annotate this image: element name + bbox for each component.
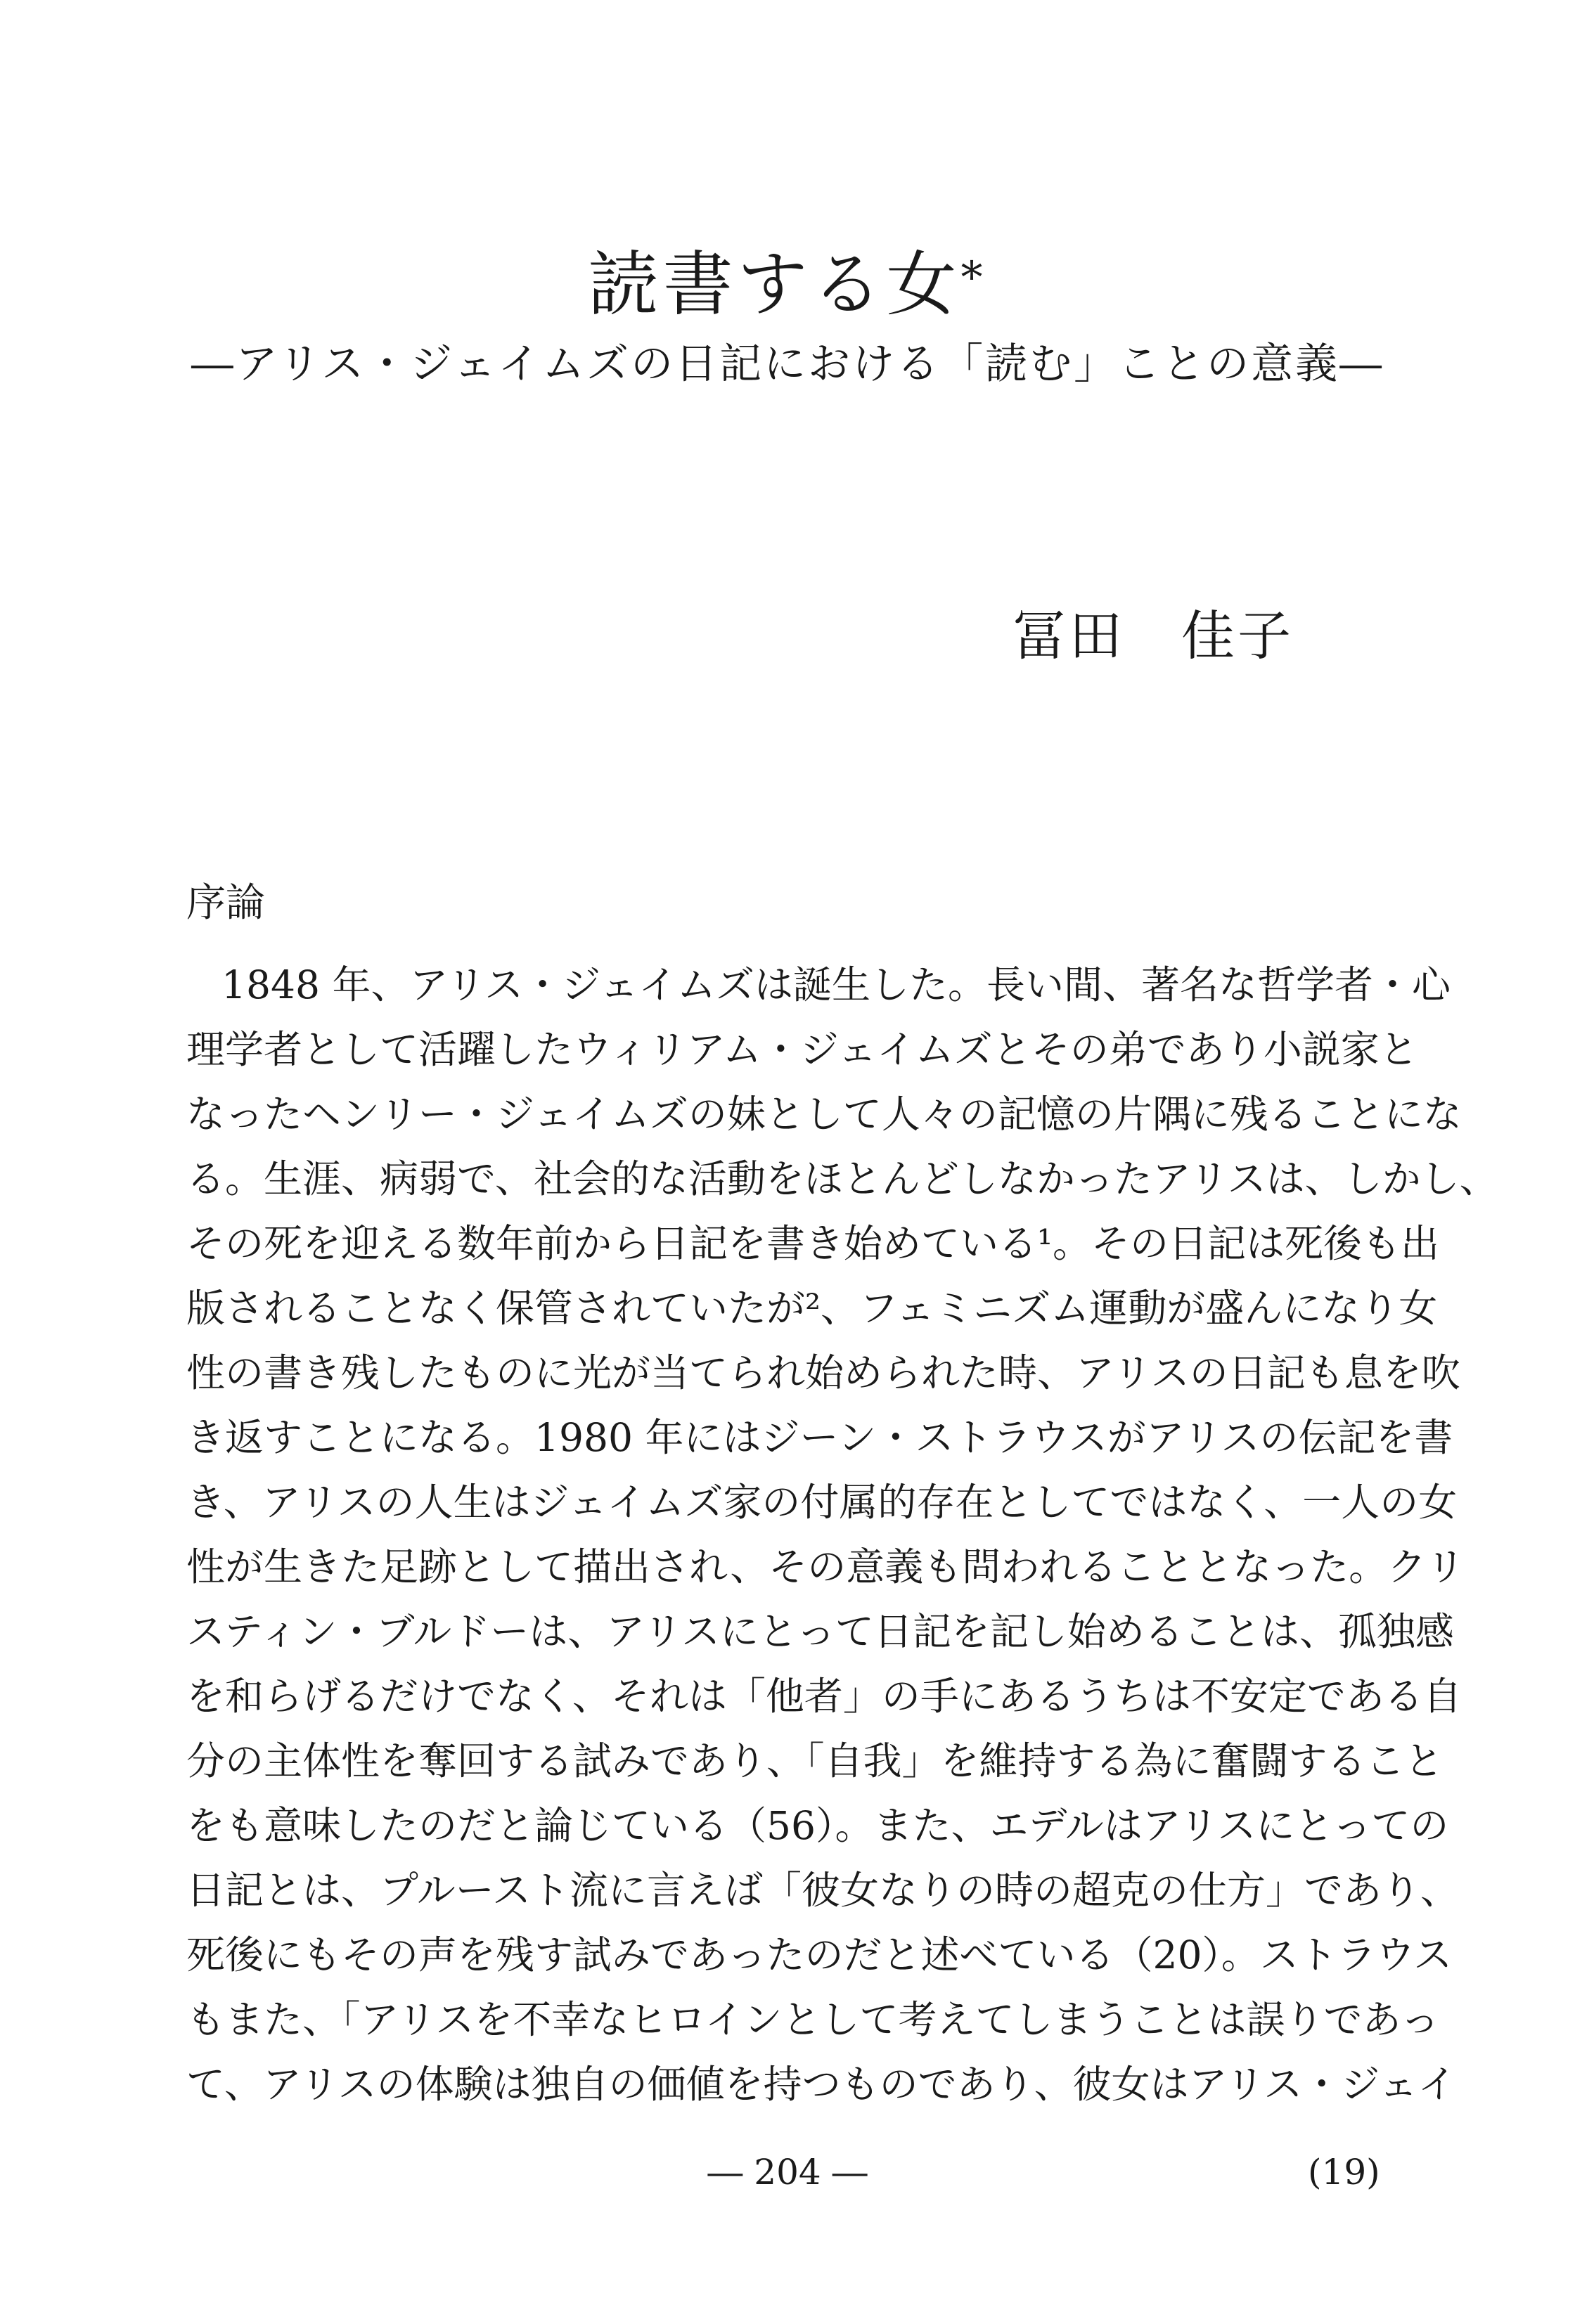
- section-heading: 序論: [186, 880, 265, 926]
- body-line: 分の主体性を奪回する試みであり、「自我」を維持する為に奮闘すること: [186, 1738, 1444, 1783]
- body-text: [186, 953, 1498, 2117]
- body-line: をも意味したのだと論じている（56）。また、エデルはアリスにとっての: [186, 1803, 1449, 1848]
- body-line: 日記とは、プルースト流に言えば「彼女なりの時の超克の仕方」であり、: [186, 1868, 1460, 1913]
- body-line: その死を迎える数年前から日記を書き始めている¹。その日記は死後も出: [186, 1221, 1440, 1266]
- body-line: 理学者として活躍したウィリアム・ジェイムズとその弟であり小説家と: [186, 1027, 1418, 1072]
- paper-title-text: 読書する女: [588, 243, 961, 325]
- body-line: 版されることなく保管されていたが²、フェミニズム運動が盛んになり女: [186, 1286, 1438, 1331]
- body-line: 死後にもその声を残す試みであったのだと述べている（20）。ストラウス: [186, 1932, 1453, 1977]
- body-line: を和らげるだけでなく、それは「他者」の手にあるうちは不安定である自: [186, 1674, 1462, 1719]
- body-line: スティン・ブルドーは、アリスにとって日記を記し始めることは、孤独感: [186, 1609, 1454, 1654]
- original-page-number: (19): [1308, 2152, 1380, 2193]
- body-line: もまた、「アリスを不幸なヒロインとして考えてしまうことは誤りであっ: [186, 1997, 1440, 2042]
- author-name: 冨田 佳子: [1012, 605, 1294, 667]
- page-number: ― 204 ―: [707, 2152, 868, 2193]
- body-line: なったヘンリー・ジェイムズの妹として人々の記憶の片隅に残ることにな: [186, 1092, 1462, 1137]
- title-footnote-mark: *: [960, 252, 987, 303]
- paper-title: [0, 243, 1575, 327]
- body-line: 性の書き残したものに光が当てられ始められた時、アリスの日記も息を吹: [186, 1350, 1460, 1395]
- body-line: き、アリスの人生はジェイムズ家の付属的存在としてではなく、一人の女: [186, 1480, 1458, 1525]
- body-line: 性が生きた足跡として描出され、その意義も問われることとなった。クリ: [186, 1544, 1465, 1589]
- body-line: て、アリスの体験は独自の価値を持つものであり、彼女はアリス・ジェイ: [186, 2062, 1457, 2107]
- paper-subtitle: ―アリス・ジェイムズの日記における「読む」ことの意義―: [191, 340, 1384, 389]
- body-line: き返すことになる。1980 年にはジーン・ストラウスがアリスの伝記を書: [186, 1415, 1453, 1460]
- body-line: る。生涯、病弱で、社会的な活動をほとんどしなかったアリスは、しかし、: [186, 1156, 1498, 1201]
- body-line: 1848 年、アリス・ジェイムズは誕生した。長い間、著名な哲学者・心: [221, 962, 1451, 1007]
